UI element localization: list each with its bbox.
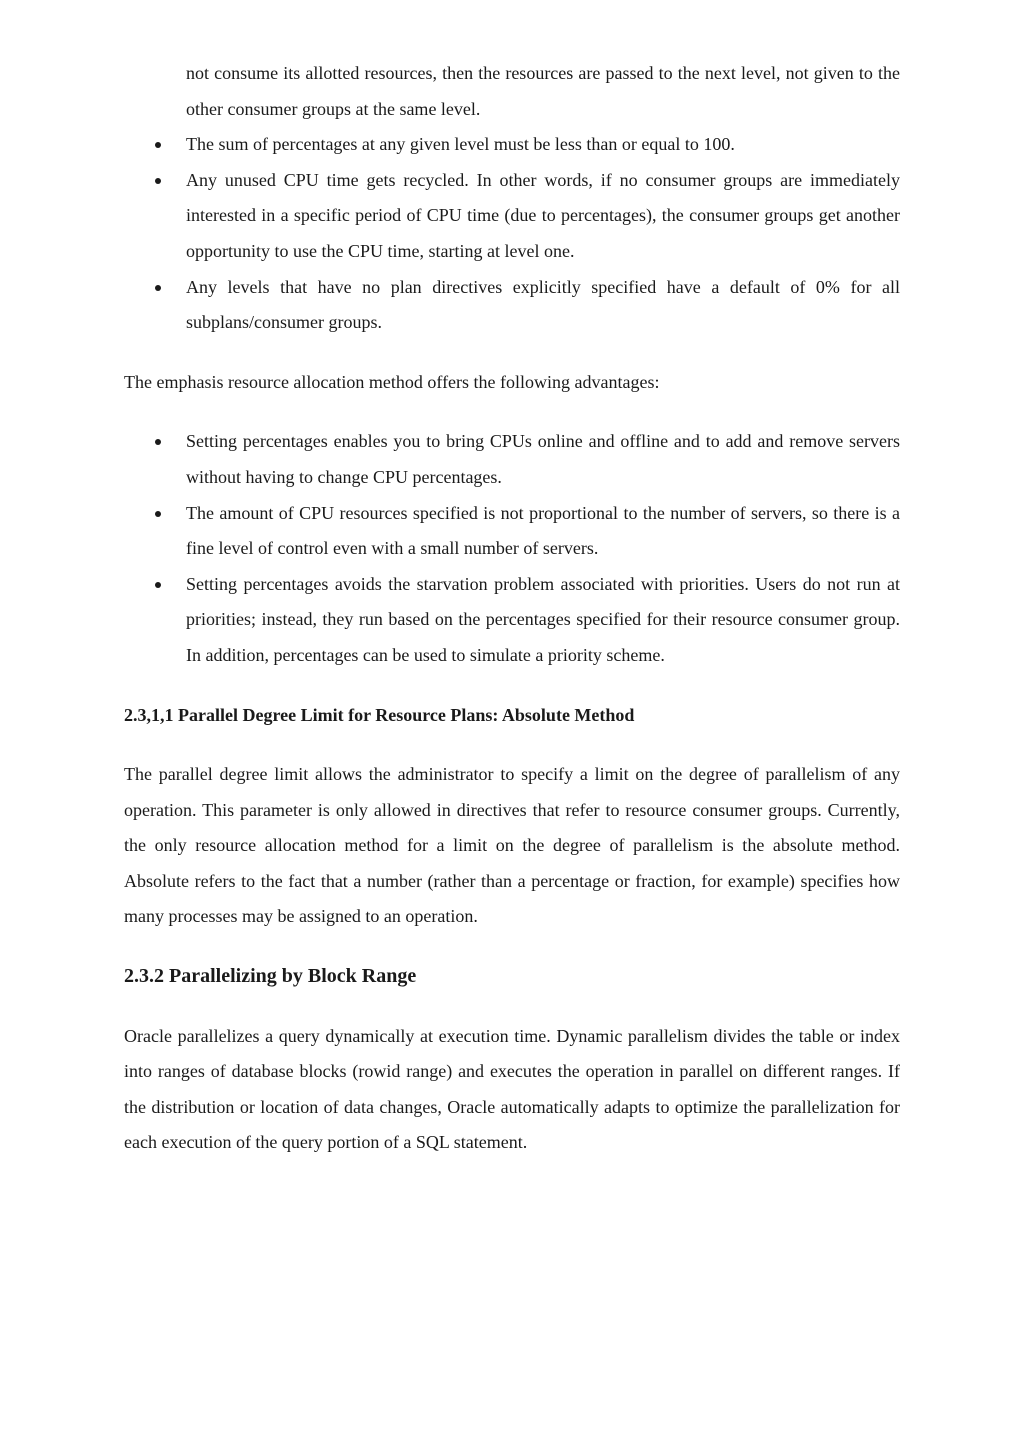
list-item-text: Any unused CPU time gets recycled. In other words, if no consumer groups are immediately interested in a specific period of CPU time (due to percentages), the consumer groups get another opportunity to use the CPU time, starting at level one.	[186, 169, 900, 261]
intro-continuation: not consume its allotted resources, then the resources are passed to the next level, not given to the other consumer groups at the same level.	[186, 63, 900, 119]
bullet-icon	[155, 142, 161, 148]
list-item	[124, 163, 900, 270]
advantages-intro: The emphasis resource allocation method offers the following advantages:	[124, 371, 660, 392]
list-item-text: Setting percentages avoids the starvation problem associated with priorities. Users do not run at priorities; instead, they run based on the percentages specified for their resource consumer group. In addition, percentages can be used to simulate a priority scheme.	[186, 573, 900, 665]
list-item-text: The amount of CPU resources specified is not proportional to the number of servers, so there is a fine level of control even with a small number of servers.	[186, 502, 900, 559]
section-heading-2311: 2.3,1,1 Parallel Degree Limit for Resource Plans: Absolute Method	[124, 704, 635, 725]
document-page	[124, 56, 900, 1161]
section-body-2311: The parallel degree limit allows the administrator to specify a limit on the degree of parallelism of any operation. This parameter is only allowed in directives that refer to resource consumer groups. Currently, the only resource allocation method for a limit on the degree of parallelism is the absolute method. Absolute refers to the fact that a number (rather than a percentage or fraction, for example) specifies how many processes may be assigned to an operation.	[124, 764, 900, 927]
list-item-text: The sum of percentages at any given level must be less than or equal to 100.	[186, 134, 735, 155]
list-item-text: Setting percentages enables you to bring CPUs online and offline and to add and remove servers without having to change CPU percentages.	[186, 431, 900, 487]
bullet-icon	[155, 178, 161, 184]
list-item	[124, 567, 900, 674]
list-item	[124, 424, 900, 495]
bullet-icon	[155, 439, 161, 445]
section-heading-232: 2.3.2 Parallelizing by Block Range	[124, 965, 417, 988]
rules-list	[124, 127, 900, 341]
bullet-icon	[155, 511, 161, 517]
bullet-icon	[155, 285, 161, 291]
advantages-list	[124, 424, 900, 673]
list-item	[124, 270, 900, 341]
list-item	[124, 496, 900, 567]
section-body-232: Oracle parallelizes a query dynamically at execution time. Dynamic parallelism divides the table or index into ranges of database blocks (rowid range) and executes the operation in parallel on different ranges. If the distribution or location of data changes, Oracle automatically adapts to optimize the parallelization for each execution of the query portion of a SQL statement.	[124, 1025, 900, 1153]
bullet-icon	[155, 582, 161, 588]
list-item	[124, 127, 900, 163]
list-item-text: Any levels that have no plan directives explicitly specified have a default of 0% for all subplans/consumer groups.	[186, 276, 900, 333]
